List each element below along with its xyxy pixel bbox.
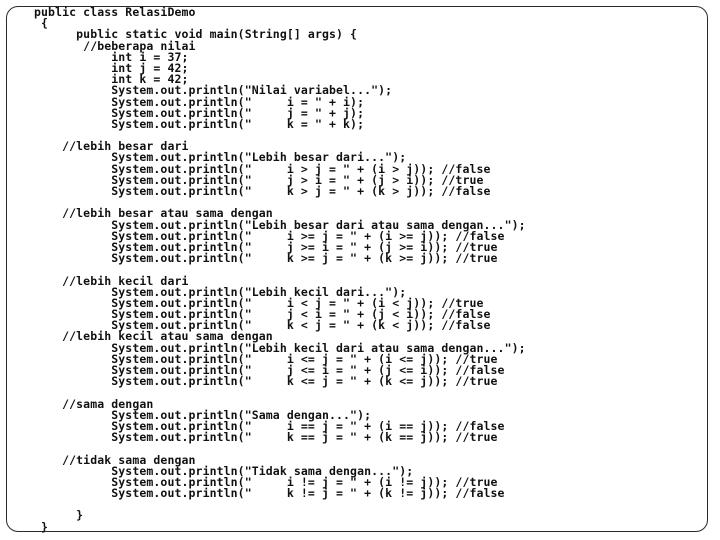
code-line: int i = 37; (34, 49, 189, 64)
code-line: System.out.println(" i == j = " + (i == j)); //false (34, 418, 505, 433)
code-line: System.out.println(" j < i = " + (j < i)); //false (34, 307, 491, 322)
code-line: { (34, 16, 49, 31)
code-line: } (34, 508, 84, 523)
code-line: int k = 42; (34, 72, 189, 87)
code-line: //beberapa nilai (34, 38, 196, 53)
code-line: //lebih besar dari (34, 139, 189, 154)
code-line: System.out.println(" k <= j = " + (k <= j)); //true (34, 374, 498, 389)
code-line: System.out.println("Sama dengan..."); (34, 407, 372, 422)
code-line: System.out.println("Nilai variabel..."); (34, 83, 393, 98)
code-line: } (34, 519, 49, 534)
code-line: //sama dengan (34, 396, 154, 411)
code-line: System.out.println("Lebih kecil dari..."); (34, 284, 407, 299)
code-line: public class RelasiDemo (34, 5, 196, 19)
code-line: System.out.println(" j <= i = " + (j <= i)); //false (34, 363, 505, 377)
code-line (34, 499, 694, 510)
code-line: System.out.println("Lebih kecil dari atau sama dengan..."); (34, 340, 526, 355)
code-line: System.out.println(" j >= i = " + (j >= i)); //true (34, 239, 498, 254)
code-line: System.out.println("Tidak sama dengan..."); (34, 463, 414, 478)
code-line: System.out.println(" i < j = " + (i < j)); //true (34, 295, 484, 310)
code-line: System.out.println(" k >= j = " + (k >= j)); //true (34, 251, 498, 266)
code-line: System.out.println("Lebih besar dari..."); (34, 150, 407, 165)
code-line: System.out.println(" k == j = " + (k == j)); //true (34, 430, 498, 445)
code-line: System.out.println(" j > i = " + (j > i)); //true (34, 172, 484, 187)
code-line: System.out.println(" i > j = " + (i > j)); //false (34, 161, 491, 176)
code-line: System.out.println(" i <= j = " + (i <= j)); //true (34, 351, 498, 366)
code-line: public static void main(String[] args) { (34, 27, 358, 42)
code-line: System.out.println(" i = " + i); (34, 94, 365, 109)
code-line: //lebih kecil atau sama dengan (34, 329, 273, 344)
code-line: //tidak sama dengan (34, 452, 196, 467)
code-line: System.out.println(" j = " + j); (34, 105, 365, 120)
code-line: System.out.println(" k > j = " + (k > j)); //false (34, 184, 491, 198)
code-line: System.out.println(" k != j = " + (k != j)); //false (34, 486, 505, 501)
code-line: int j = 42; (34, 60, 189, 75)
code-line: System.out.println(" i >= j = " + (i >= j)); //false (34, 228, 505, 243)
code-line: System.out.println(" k < j = " + (k < j)); //false (34, 318, 491, 333)
code-line: System.out.println("Lebih besar dari atau sama dengan..."); (34, 217, 526, 232)
java-code-listing (34, 7, 694, 533)
code-line: //lebih kecil dari (34, 273, 189, 288)
code-line: //lebih besar atau sama dengan (34, 206, 273, 221)
code-line: System.out.println(" k = " + k); (34, 116, 365, 131)
code-line: System.out.println(" i != j = " + (i != j)); //true (34, 474, 498, 489)
